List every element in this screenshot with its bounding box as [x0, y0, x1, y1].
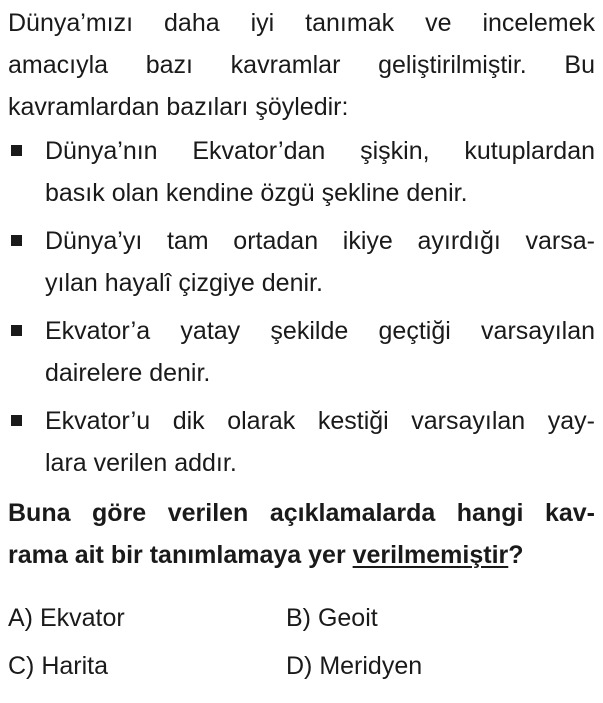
definition-item-line-1: Ekvator’a yatay şekilde geçtiği varsayılan — [45, 317, 595, 345]
question-line-2 — [8, 534, 595, 576]
definition-item-3 — [8, 310, 595, 394]
option-a[interactable]: A) Ekvator — [8, 604, 125, 632]
definition-item-line-2: dairelere denir. — [45, 359, 211, 387]
square-bullet-icon — [11, 325, 22, 336]
definition-item-line-1: Dünya’nın Ekvator’dan şişkin, kutuplardan — [45, 137, 595, 165]
intro-paragraph — [8, 0, 595, 128]
definition-item-line-1: Ekvator’u dik olarak kestiği varsayılan yay- — [45, 407, 595, 435]
definition-item-line-2: lara verilen addır. — [45, 449, 237, 477]
option-d[interactable]: D) Meridyen — [286, 652, 423, 680]
definition-item-4 — [8, 400, 595, 484]
question-stem — [8, 492, 595, 576]
answer-options — [8, 594, 595, 690]
intro-line-3: kavramlardan bazıları şöyledir: — [8, 93, 349, 121]
option-b[interactable]: B) Geoit — [286, 604, 378, 632]
question-line-1: Buna göre verilen açıklamalarda hangi kav- — [8, 499, 595, 527]
definition-item-line-1: Dünya’yı tam ortadan ikiye ayırdığı varsa- — [45, 227, 595, 255]
square-bullet-icon — [11, 145, 22, 156]
question-mark: ? — [508, 541, 524, 569]
options-row-2 — [8, 642, 595, 690]
definition-item-1 — [8, 130, 595, 214]
definition-item-line-2: yılan hayalî çizgiye denir. — [45, 269, 323, 297]
intro-line-1: Dünya’mızı daha iyi tanımak ve incelemek — [8, 9, 595, 37]
question-line-2-prefix: rama ait bir tanımlamaya yer — [8, 541, 353, 569]
options-row-1 — [8, 594, 595, 642]
definition-list — [8, 130, 595, 484]
square-bullet-icon — [11, 235, 22, 246]
intro-line-2: amacıyla bazı kavramlar geliştirilmiştir. Bu — [8, 51, 595, 79]
definition-item-2 — [8, 220, 595, 304]
definition-item-line-2: basık olan kendine özgü şekline denir. — [45, 179, 468, 207]
question-negation-underlined: verilmemiştir — [352, 541, 509, 569]
option-c[interactable]: C) Harita — [8, 652, 109, 680]
square-bullet-icon — [11, 415, 22, 426]
